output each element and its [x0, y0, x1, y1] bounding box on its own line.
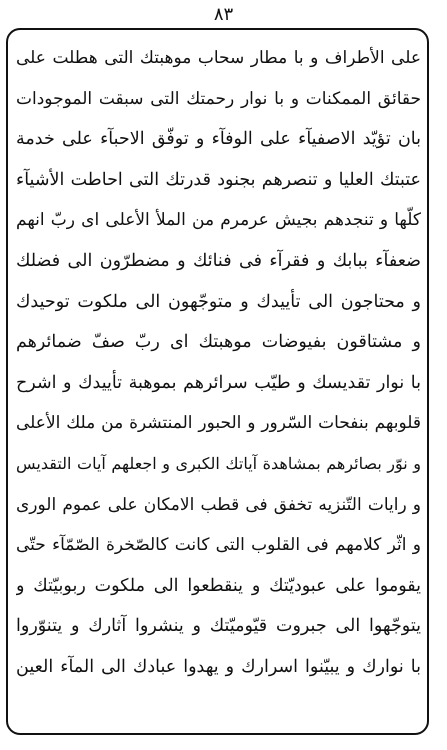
text-line-6: ضعفآء ببابك و فقرآء فی فنائك و مضطرّون الی فضلك	[16, 250, 421, 271]
text-line-15: یتوجّهوا الی جبروت قیّومیّتك و ینشروا آثارك و یتنوّروا	[16, 616, 421, 637]
text-line-8: و مشتاقون بفیوضات موهبتك ای ربّ صفّ ضمائرهم	[16, 332, 421, 353]
text-line-2: حقائق الممکنات و با نوار رحمتك التی سبقت الموجودات	[16, 88, 421, 109]
text-line-13: و اثّر کلامهم فی القلوب التی کانت کالصّخرة الصّمّآء حتّی	[16, 535, 421, 556]
text-line-12: و رایات التّنزیه تخفق فی قطب الامکان علی عموم الوری	[16, 494, 421, 515]
text-line-9: با نوار تقدیسك و طیّب سرائرهم بموهبة تأییدك و اشرح	[16, 372, 421, 393]
text-line-3: بان تؤیّد الاصفیآء علی الوفآء و توفّق الاحبآء علی خدمة	[16, 129, 421, 150]
text-line-16: با نوارك و یبیّنوا اسرارك و یهدوا عبادك الی المآء العین	[16, 656, 421, 677]
text-line-14: یقوموا علی عبودیّتك و ینقطعوا الی ملکوت ربوبیّتك و	[16, 575, 421, 596]
text-line-5: کلّها و تنجدهم بجیش عرمرم من الملأ الأعلی ای ربّ انهم	[16, 210, 421, 231]
text-line-1: علی الأطراف و با مطار سحاب موهبتك التی هطلت علی	[16, 48, 421, 68]
text-line-11: و نوّر بصائرهم بمشاهدة آیاتك الکبری و اجعلهم آیات التقدیس	[16, 453, 421, 473]
text-line-7: و محتاجون الی تأییدك و متوجّهون الی ملکوت توحیدك	[16, 291, 421, 312]
page-number: ٨٣	[213, 4, 234, 25]
body-text	[16, 38, 421, 688]
text-line-10: قلوبهم بنفحات السّرور و الحبور المنتشرة من ملك الأعلی	[16, 413, 421, 434]
text-line-4: عتبتك العلیا و تنصرهم بجنود قدرتك التی احاطت الأشیآء	[16, 169, 421, 190]
